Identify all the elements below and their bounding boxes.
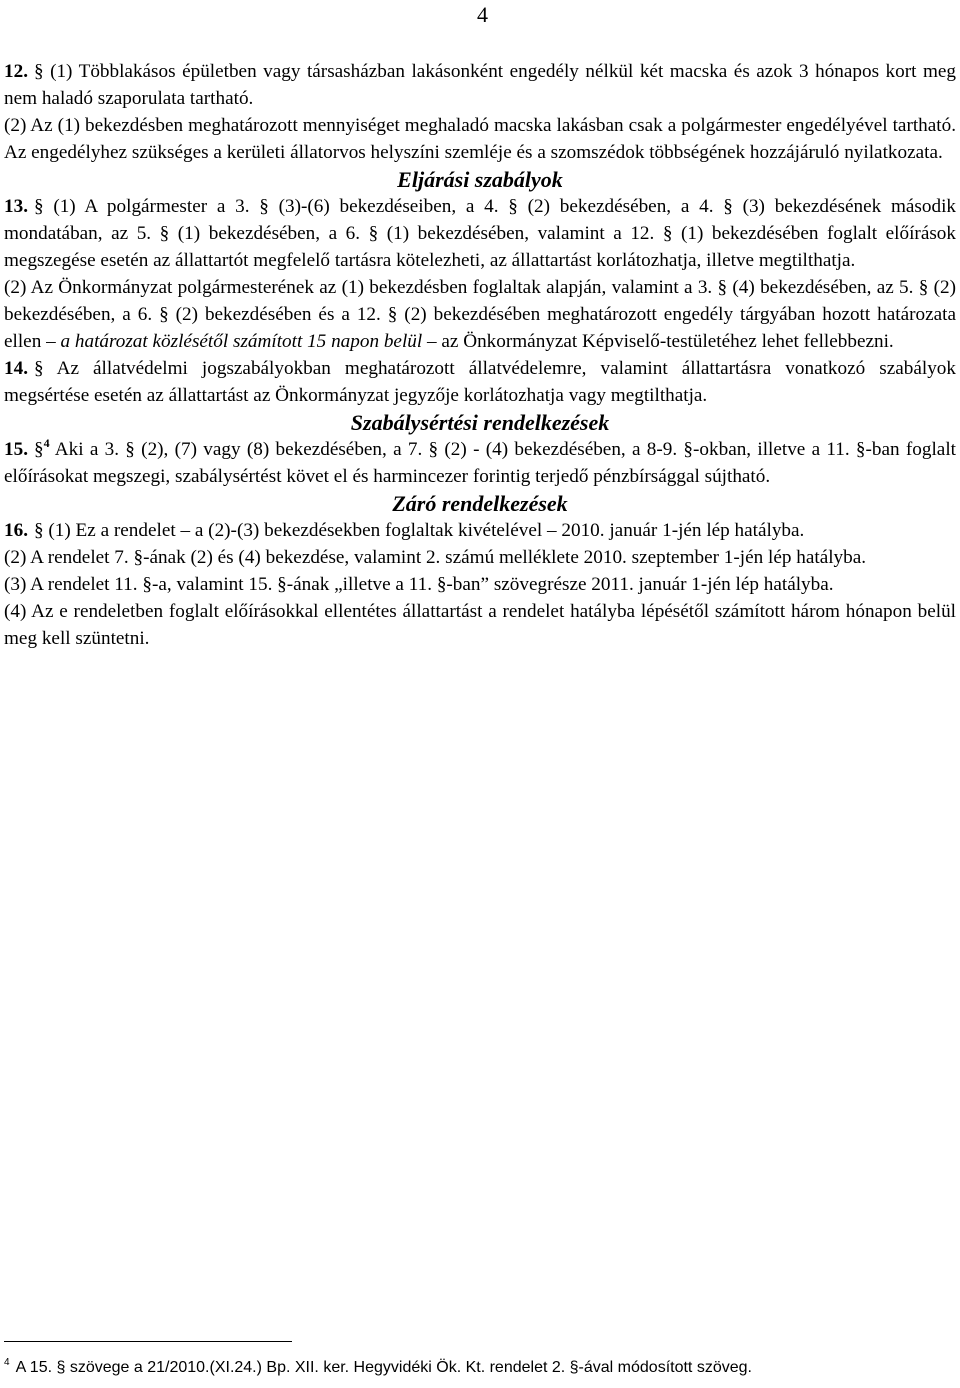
section-number: 16. bbox=[4, 520, 28, 541]
appeal-text: (2) Az Önkormányzat polgármesterének az (1) bekezdésben foglaltak alapján, valamint a 3. § (4) bekezdésében, az 5. § (2) bekezdésében, a 6. § (2) bekezdésében és a 12. § (2) bekezdésében meghatározott engedély tárgyában hozott határozata ellen – bbox=[4, 277, 956, 352]
section-16-para-3: (3) A rendelet 11. §-a, valamint 15. §-ának „illetve a 11. §-ban” szövegrésze 2011. január 1-jén lép hatályba. bbox=[4, 574, 834, 595]
section-16-para-4: (4) Az e rendeletben foglalt előírásokkal ellentétes állattartást a rendelet hatályba lépésétől számított három hónapon belül meg kell szüntetni. bbox=[4, 601, 956, 649]
section-text: § (1) Többlakásos épületben vagy társasházban lakásonként engedély nélkül két macska és azok 3 hónapos kort meg nem haladó szaporulata tartható. bbox=[4, 61, 956, 109]
heading-eljarasi-szabalyok: Eljárási szabályok bbox=[397, 167, 563, 192]
section-text: § (1) A polgármester a 3. § (3)-(6) bekezdéseiben, a 4. § (2) bekezdésében, a 4. § (3) bekezdésének második mondatában, az 5. § (1) bekezdésében, a 6. § (1) bekezdésében, valamint a 12. § (1) bekezdésében foglalt előírások megszegése esetén az állattartót megfelelő tartásra kötelezheti, az állattartást korlátozhatja, illetve megtilthatja. bbox=[4, 196, 956, 271]
section-16-para-2: (2) A rendelet 7. §-ának (2) és (4) bekezdése, valamint 2. számú melléklete 2010. szeptember 1-jén lép hatályba. bbox=[4, 547, 867, 568]
section-sign: § bbox=[33, 439, 44, 460]
section-12-para-1 bbox=[4, 58, 956, 112]
footnote bbox=[4, 1358, 956, 1378]
section-13-para-1 bbox=[4, 193, 956, 274]
section-16-para-1 bbox=[4, 517, 956, 544]
appeal-body: – az Önkormányzat Képviselő-testületéhez lehet fellebbezni. bbox=[427, 331, 894, 352]
footnote-reference: 4 bbox=[43, 436, 50, 450]
footnote-divider bbox=[4, 1341, 292, 1342]
section-12-para-2: (2) Az (1) bekezdésben meghatározott mennyiséget meghaladó macska lakásban csak a polgármester engedélyével tartható. Az engedélyhez szükséges a kerületi állatorvos helyszíni szemléje és a szomszédok többségének hozzájáruló nyilatkozata. bbox=[4, 115, 956, 163]
section-14-para-1 bbox=[4, 355, 956, 409]
section-number: 13. bbox=[4, 196, 28, 217]
section-text: § (1) Ez a rendelet – a (2)-(3) bekezdésekben foglaltak kivételével – 2010. január 1-jén lép hatályba. bbox=[33, 520, 805, 541]
section-text: Aki a 3. § (2), (7) vagy (8) bekezdésében, a 7. § (2) - (4) bekezdésében, a 8-9. §-okban, illetve a 11. §-ban foglalt előírásokat megszegi, szabálysértést követ el és harmincezer forintig terjedő pénzbírsággal sújtható. bbox=[4, 439, 956, 487]
document-body bbox=[4, 58, 956, 652]
appeal-deadline: a határozat közlésétől számított 15 napon belül bbox=[60, 331, 423, 352]
section-number: 14. bbox=[4, 358, 28, 379]
section-number: 15. bbox=[4, 439, 28, 460]
section-13-para-2 bbox=[4, 274, 956, 355]
heading-zaro-rendelkezesek: Záró rendelkezések bbox=[392, 491, 568, 516]
section-number: 12. bbox=[4, 61, 28, 82]
section-15-para-1 bbox=[4, 436, 956, 490]
page-number: 4 bbox=[477, 2, 488, 27]
section-text: § Az állatvédelmi jogszabályokban meghatározott állatvédelemre, valamint állattartásra vonatkozó szabályok megsértése esetén az állattartást az Önkormányzat jegyzője korlátozhatja vagy megtilthatja. bbox=[4, 358, 956, 406]
footnote-text: A 15. § szövege a 21/2010.(XI.24.) Bp. XII. ker. Hegyvidéki Ök. Kt. rendelet 2. §-ával módosított szöveg. bbox=[15, 1359, 752, 1376]
heading-szabalysertesi-rendelkezesek: Szabálysértési rendelkezések bbox=[350, 410, 610, 435]
footnote-marker: 4 bbox=[4, 1357, 10, 1368]
